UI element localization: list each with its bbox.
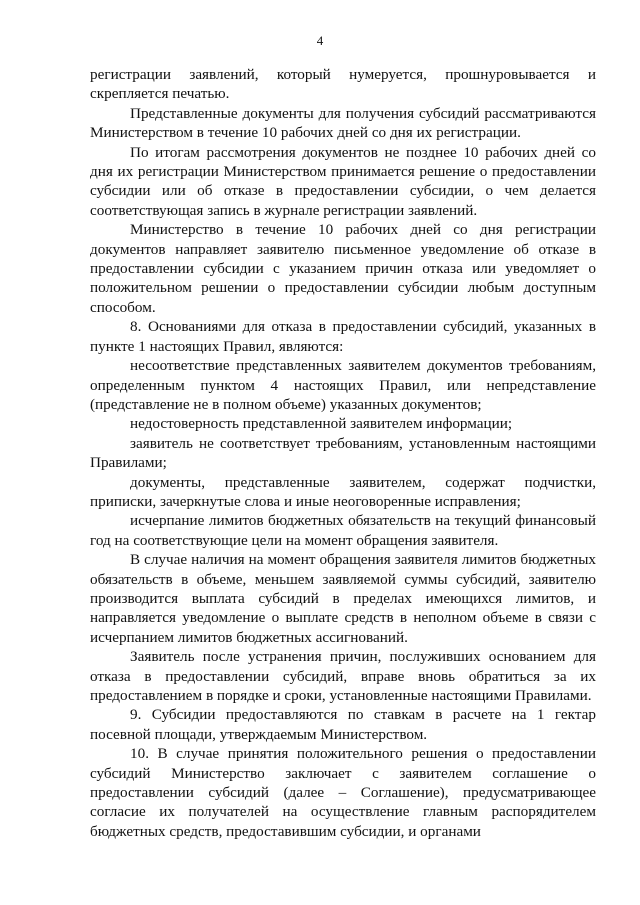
paragraph-refusal-reason-2: недостоверность представленной заявителем информации; xyxy=(130,415,513,433)
paragraph-item-8: 8. Основаниями для отказа в предоставлении субсидий, указанных в пункте 1 настоящих Правил, являются: xyxy=(90,318,596,355)
paragraph-review-period: Представленные документы для получения субсидий рассматриваются Министерством в течение 10 рабочих дней со дня их регистрации. xyxy=(90,104,596,142)
paragraph-refusal-reason-5: исчерпание лимитов бюджетных обязательств на текущий финансовый год на соответствующие цели на момент обращения заявителя. xyxy=(90,512,596,549)
page-number: 4 xyxy=(316,33,324,48)
paragraph-item-9: 9. Субсидии предоставляются по ставкам в расчете на 1 гектар посевной площади, утверждаемым Министерством. xyxy=(90,706,596,743)
paragraph-refusal-reason-1: несоответствие представленных заявителем документов требованиям, определенным пунктом 4 настоящих Правил, или непредставление (представление не в полном объеме) указанных документов; xyxy=(90,357,596,413)
paragraph-continuation: регистрации заявлений, который нумеруется, прошнуровывается и скрепляется печатью. xyxy=(90,66,596,103)
paragraph-partial-payment: В случае наличия на момент обращения заявителя лимитов бюджетных обязательств в объеме, меньшем заявляемой суммы субсидий, заявителю производится выплата субсидий в пределах имеющихся лимитов, и направляется уведомление о выплате средств в неполном объеме в связи с исчерпанием лимитов бюджетных ассигнований. xyxy=(90,551,596,646)
paragraph-item-10: 10. В случае принятия положительного решения о предоставлении субсидий Министерство заключает с заявителем соглашение о предоставлении субсидий (далее – Соглашение), предусматривающее согласие их получателей на осуществление главным распорядителем бюджетных средств, предоставившим субсидии, и органами xyxy=(90,745,596,840)
paragraph-notification: Министерство в течение 10 рабочих дней со дня регистрации документов направляет заявителю письменное уведомление об отказе в предоставлении субсидии с указанием причин отказа или уведомляет о положительном решении о предоставлении субсидии любым доступным способом. xyxy=(90,221,596,316)
paragraph-refusal-reason-4: документы, представленные заявителем, содержат подчистки, приписки, зачеркнутые слова и иные неоговоренные исправления; xyxy=(90,473,596,510)
paragraph-decision: По итогам рассмотрения документов не позднее 10 рабочих дней со дня их регистрации Министерством принимается решение о предоставлении субсидии или об отказе в предоставлении субсидии, о чем делается соответствующая запись в журнале регистрации заявлений. xyxy=(90,143,596,219)
paragraph-refusal-reason-3: заявитель не соответствует требованиям, установленным настоящими Правилами; xyxy=(90,434,596,472)
paragraph-reapply: Заявитель после устранения причин, послуживших основанием для отказа в предоставлении субсидий, вправе вновь обратиться за их предоставлением в порядке и сроки, установленные настоящими Правилами. xyxy=(90,648,596,704)
document-body xyxy=(90,65,596,841)
